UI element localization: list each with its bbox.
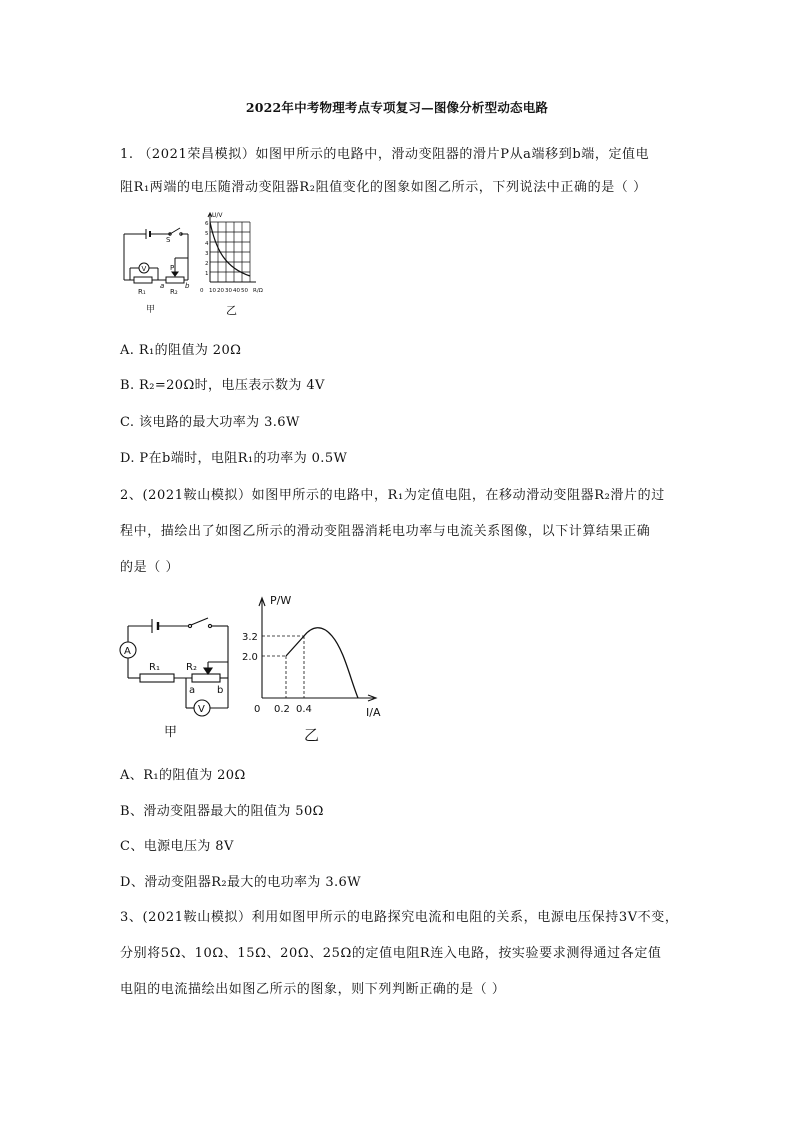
q2-xtick-0-2: 0.2 (274, 704, 290, 715)
q2-option-b[interactable]: B、滑动变阻器最大的阻值为 50Ω (120, 804, 324, 819)
q1-switch-label: S (166, 236, 171, 244)
q2-ammeter-label: A (124, 646, 131, 657)
q2-option-a[interactable]: A、R₁的阻值为 20Ω (120, 768, 246, 783)
q1-ytick: 2 (205, 261, 209, 267)
q1-xtick: 30 (225, 288, 232, 294)
q1-xtick: 50 (241, 288, 248, 294)
q2-xtick-0: 0 (254, 704, 261, 715)
q1-option-d[interactable]: D. P在b端时，电阻R₁的功率为 0.5W (120, 451, 348, 466)
q1-graph-figure (198, 206, 272, 320)
q1-circuit-figure (118, 222, 200, 318)
q2-r2-label: R₂ (186, 662, 197, 673)
q1-caption-right: 乙 (226, 304, 237, 317)
q1-ytick: 1 (205, 271, 209, 277)
q1-xtick: 40 (233, 288, 240, 294)
q1-option-b[interactable]: B. R₂=20Ω时，电压表示数为 4V (120, 378, 325, 393)
document-title: 2022年中考物理考点专项复习—图像分析型动态电路 (245, 100, 549, 115)
q1-b-label: b (185, 282, 190, 290)
q1-voltmeter-label: V (141, 265, 147, 273)
q1-ytick: 4 (205, 241, 209, 247)
q2-graph-figure (240, 588, 390, 746)
q1-r1-label: R₁ (138, 288, 146, 296)
q1-caption-left: 甲 (146, 305, 156, 315)
q2-xlabel: I/A (366, 706, 381, 719)
q3-line-2: 分别将5Ω、10Ω、15Ω、20Ω、25Ω的定值电阻R连入电路，按实验要求测得通过各定值 (120, 946, 662, 961)
q2-a-label: a (189, 685, 196, 696)
q2-option-d[interactable]: D、滑动变阻器R₂最大的电功率为 3.6W (120, 875, 361, 890)
q2-ytick-2-0: 2.0 (242, 652, 258, 663)
q2-ylabel: P/W (270, 594, 292, 607)
q2-r1-label: R₁ (149, 662, 160, 673)
q2-line-2: 程中，描绘出了如图乙所示的滑动变阻器消耗电功率与电流关系图像，以下计算结果正确 (120, 524, 651, 539)
q2-circuit-figure (116, 606, 240, 742)
q1-xtick: 0 (200, 288, 204, 294)
q1-xtick: 10 (209, 288, 216, 294)
q1-line-1: 1. （2021荣昌模拟）如图甲所示的电路中，滑动变阻器的滑片P从a端移到b端，定值电 (120, 147, 650, 162)
q2-ytick-3-2: 3.2 (242, 632, 258, 643)
q2-voltmeter-label: V (198, 704, 205, 715)
q2-xtick-0-4: 0.4 (296, 704, 312, 715)
q2-caption-left: 甲 (164, 725, 178, 740)
q2-line-1: 2、(2021鞍山模拟）如图甲所示的电路中，R₁为定值电阻，在移动滑动变阻器R₂滑片的过 (120, 488, 665, 503)
q1-a-label: a (160, 282, 165, 290)
q1-r2-label: R₂ (170, 288, 178, 296)
q1-xlabel: R/Ω (253, 288, 263, 294)
q1-ytick: 3 (205, 251, 209, 257)
q1-line-2: 阻R₁两端的电压随滑动变阻器R₂阻值变化的图象如图乙所示，下列说法中正确的是（ ） (120, 180, 647, 195)
q2-option-c[interactable]: C、电源电压为 8V (120, 839, 234, 854)
q3-line-3: 电阻的电流描绘出如图乙所示的图象，则下列判断正确的是（ ） (120, 982, 506, 997)
q2-b-label: b (217, 685, 224, 696)
q1-slider-label: P (170, 264, 175, 272)
q1-ylabel: U/V (212, 212, 223, 219)
q1-option-c[interactable]: C. 该电路的最大功率为 3.6W (120, 415, 300, 430)
q2-caption-right: 乙 (304, 726, 320, 744)
q1-option-a[interactable]: A. R₁的阻值为 20Ω (120, 343, 242, 358)
q1-ytick: 5 (205, 231, 209, 237)
q3-line-1: 3、(2021鞍山模拟）利用如图甲所示的电路探究电流和电阻的关系，电源电压保持3V不变， (120, 910, 679, 925)
q2-line-3: 的是（ ） (120, 560, 180, 575)
q1-xtick: 20 (217, 288, 224, 294)
q1-ytick: 6 (205, 221, 209, 227)
